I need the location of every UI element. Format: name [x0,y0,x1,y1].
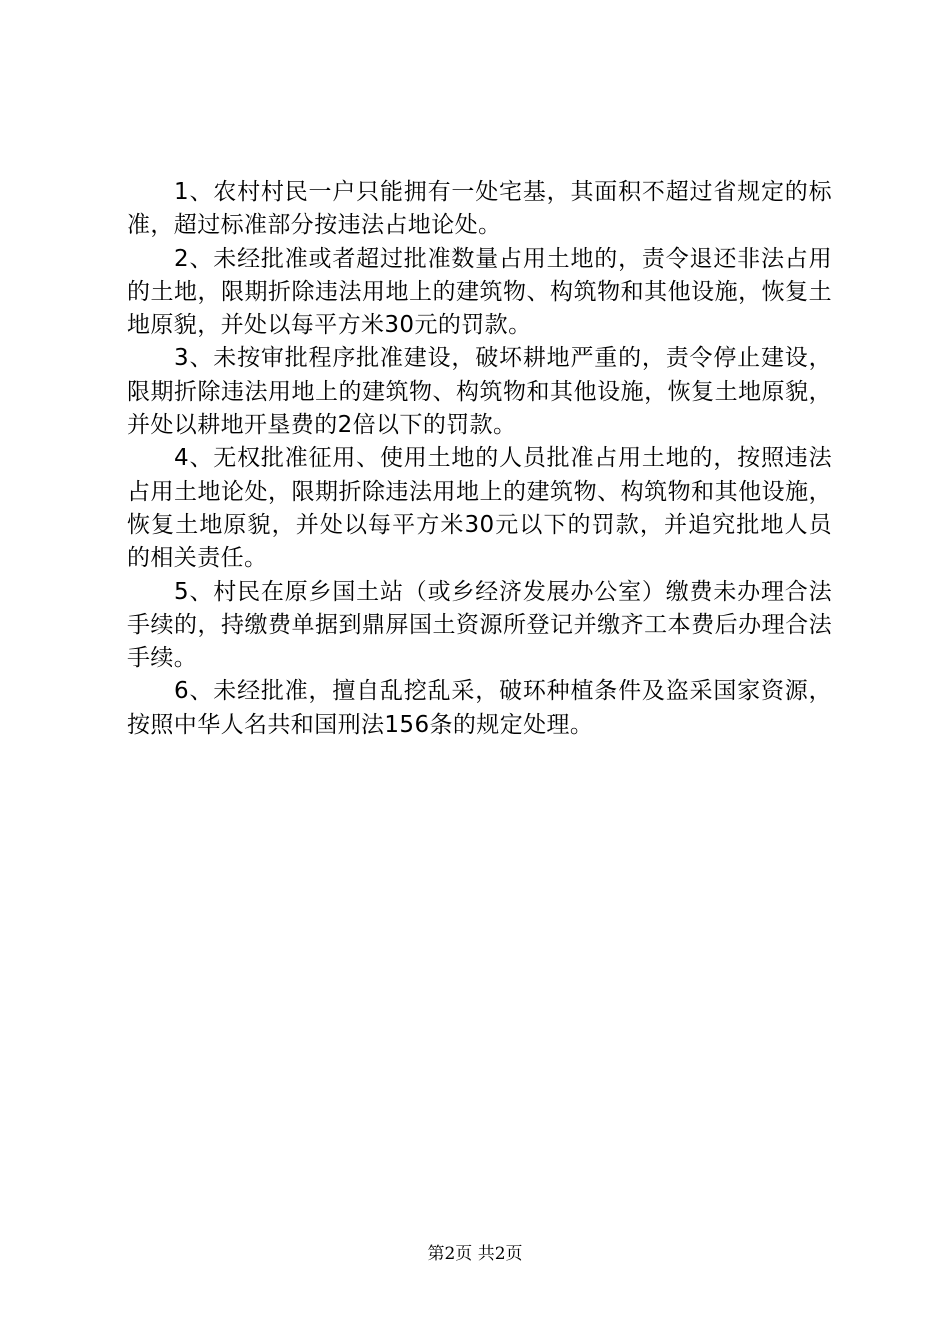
page-number-footer: 第2页 共2页 [427,1244,523,1264]
paragraph-1: 1、农村村民一户只能拥有一处宅基，其面积不超过省规定的标准，超过标准部分按违法占地论处。 [127,179,832,239]
paragraph-2: 2、未经批准或者超过批准数量占用土地的，责令退还非法占用的土地，限期折除违法用地上的建筑物、构筑物和其他设施，恢复土地原貌，并处以每平方米30元的罚款。 [127,245,832,339]
paragraph-4: 4、无权批准征用、使用土地的人员批准占用土地的，按照违法占用土地论处，限期折除违法用地上的建筑物、构筑物和其他设施，恢复土地原貌，并处以每平方米30元以下的罚款，并追究批地人员的相关责任。 [127,445,832,572]
paragraph-3: 3、未按审批程序批准建设，破坏耕地严重的，责令停止建设，限期折除违法用地上的建筑物、构筑物和其他设施，恢复土地原貌，并处以耕地开垦费的2倍以下的罚款。 [127,345,832,439]
paragraph-6: 6、未经批准，擅自乱挖乱采，破环种植条件及盗采国家资源，按照中华人名共和国刑法156条的规定处理。 [127,678,832,738]
paragraph-5: 5、村民在原乡国土站（或乡经济发展办公室）缴费未办理合法手续的，持缴费单据到鼎屏国土资源所登记并缴齐工本费后办理合法手续。 [127,578,832,672]
document-body [127,176,832,742]
